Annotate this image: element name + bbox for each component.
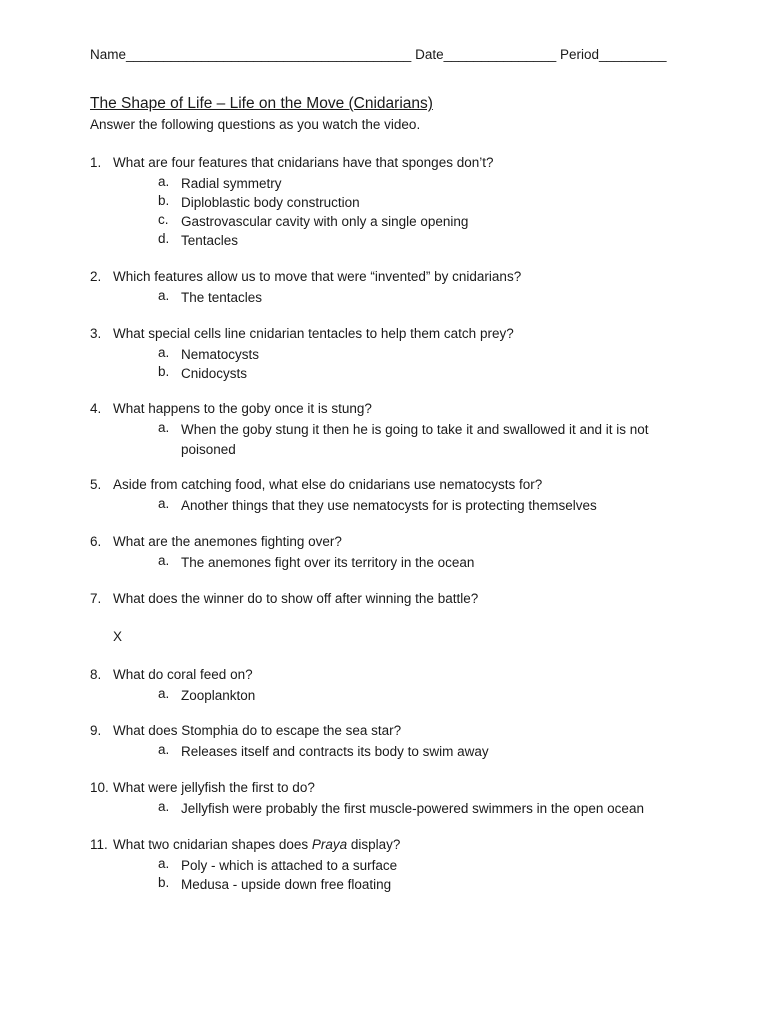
- answer-list: [0, 553, 768, 572]
- answer-item: [0, 193, 768, 212]
- answer-item: [0, 856, 768, 875]
- answer-item: [0, 174, 768, 193]
- answer-item: [0, 288, 768, 307]
- answer-list: [0, 856, 768, 894]
- answer-letter: a.: [158, 742, 170, 757]
- question-text: What were jellyfish the first to do?: [113, 780, 315, 795]
- name-date-period-line: Name______________________________________ Date_______________ Period_________: [90, 47, 667, 62]
- question-number: 8.: [90, 667, 102, 682]
- answer-text: Nematocysts: [181, 347, 260, 362]
- question-text: What does Stomphia do to escape the sea star?: [113, 723, 402, 738]
- worksheet-title: The Shape of Life – Life on the Move (Cnidarians): [90, 95, 433, 112]
- answer-list: [0, 799, 768, 818]
- question-text-part: display?: [347, 837, 401, 852]
- answer-text: Zooplankton: [181, 688, 256, 703]
- question-number: 5.: [90, 477, 102, 492]
- species-name: Praya: [311, 837, 348, 852]
- answer-text: The anemones fight over its territory in the ocean: [181, 555, 475, 570]
- answer-text: Releases itself and contracts its body to swim away: [181, 744, 489, 759]
- answer-item: [0, 875, 768, 894]
- answer-letter: d.: [158, 231, 170, 246]
- answer-text: Tentacles: [181, 233, 239, 248]
- answer-text: Diploblastic body construction: [181, 195, 360, 210]
- answer-text: The tentacles: [181, 290, 263, 305]
- question-7-mark: X: [113, 629, 123, 644]
- answer-letter: a.: [158, 420, 170, 435]
- answer-letter: c.: [158, 212, 169, 227]
- question-number: 3.: [90, 326, 102, 341]
- answer-list: [0, 345, 768, 383]
- answer-text: Another things that they use nematocysts for is protecting themselves: [181, 498, 597, 513]
- answer-list: [0, 288, 768, 307]
- answer-item: [0, 686, 768, 705]
- answer-letter: a.: [158, 345, 170, 360]
- question-text: What special cells line cnidarian tentacles to help them catch prey?: [113, 326, 514, 341]
- question-text: What are the anemones fighting over?: [113, 534, 342, 549]
- question-number: 2.: [90, 269, 102, 284]
- instructions: Answer the following questions as you watch the video.: [90, 117, 421, 132]
- question-number: 10.: [90, 780, 109, 795]
- answer-item: [0, 420, 768, 460]
- answer-letter: a.: [158, 288, 170, 303]
- answer-letter: a.: [158, 799, 170, 814]
- answer-item: [0, 231, 768, 250]
- answer-letter: b.: [158, 364, 170, 379]
- answer-item: [0, 212, 768, 231]
- answer-list: [0, 686, 768, 705]
- question-text: Aside from catching food, what else do cnidarians use nematocysts for?: [113, 477, 543, 492]
- answer-letter: a.: [158, 496, 170, 511]
- question-number: 1.: [90, 155, 102, 170]
- answer-list: [0, 496, 768, 515]
- answer-letter: b.: [158, 875, 170, 890]
- answer-letter: b.: [158, 193, 170, 208]
- question-number: 7.: [90, 591, 102, 606]
- answer-list: [0, 742, 768, 761]
- answer-item: [0, 345, 768, 364]
- question-text: What does the winner do to show off after winning the battle?: [113, 591, 479, 606]
- answer-text: Cnidocysts: [181, 366, 248, 381]
- answer-letter: a.: [158, 686, 170, 701]
- question-text: [113, 837, 400, 852]
- question-text: What happens to the goby once it is stung?: [113, 401, 372, 416]
- answer-item: [0, 364, 768, 383]
- answer-letter: a.: [158, 856, 170, 871]
- question-number: 9.: [90, 723, 102, 738]
- question-text: What do coral feed on?: [113, 667, 253, 682]
- answer-text: Gastrovascular cavity with only a single opening: [181, 214, 469, 229]
- answer-item: [0, 496, 768, 515]
- question-text-part: What two cnidarian shapes does: [113, 837, 312, 852]
- answer-text: Jellyfish were probably the first muscle-powered swimmers in the open ocean: [181, 801, 644, 816]
- answer-letter: a.: [158, 174, 170, 189]
- question-text: Which features allow us to move that were “invented” by cnidarians?: [113, 269, 522, 284]
- answer-text: Radial symmetry: [181, 176, 282, 191]
- answer-text: Poly - which is attached to a surface: [181, 858, 398, 873]
- answer-item: [0, 799, 768, 818]
- answer-text: Medusa - upside down free floating: [181, 877, 392, 892]
- answer-list: [0, 420, 768, 460]
- answer-item: [0, 742, 768, 761]
- question-number: 11.: [90, 837, 108, 852]
- answer-text: When the goby stung it then he is going to take it and swallowed it and it is not poisoned: [181, 422, 649, 457]
- question-text: What are four features that cnidarians have that sponges don’t?: [113, 155, 494, 170]
- question-number: 4.: [90, 401, 102, 416]
- answer-letter: a.: [158, 553, 170, 568]
- answer-item: [0, 553, 768, 572]
- question-number: 6.: [90, 534, 102, 549]
- answer-list: [0, 174, 768, 250]
